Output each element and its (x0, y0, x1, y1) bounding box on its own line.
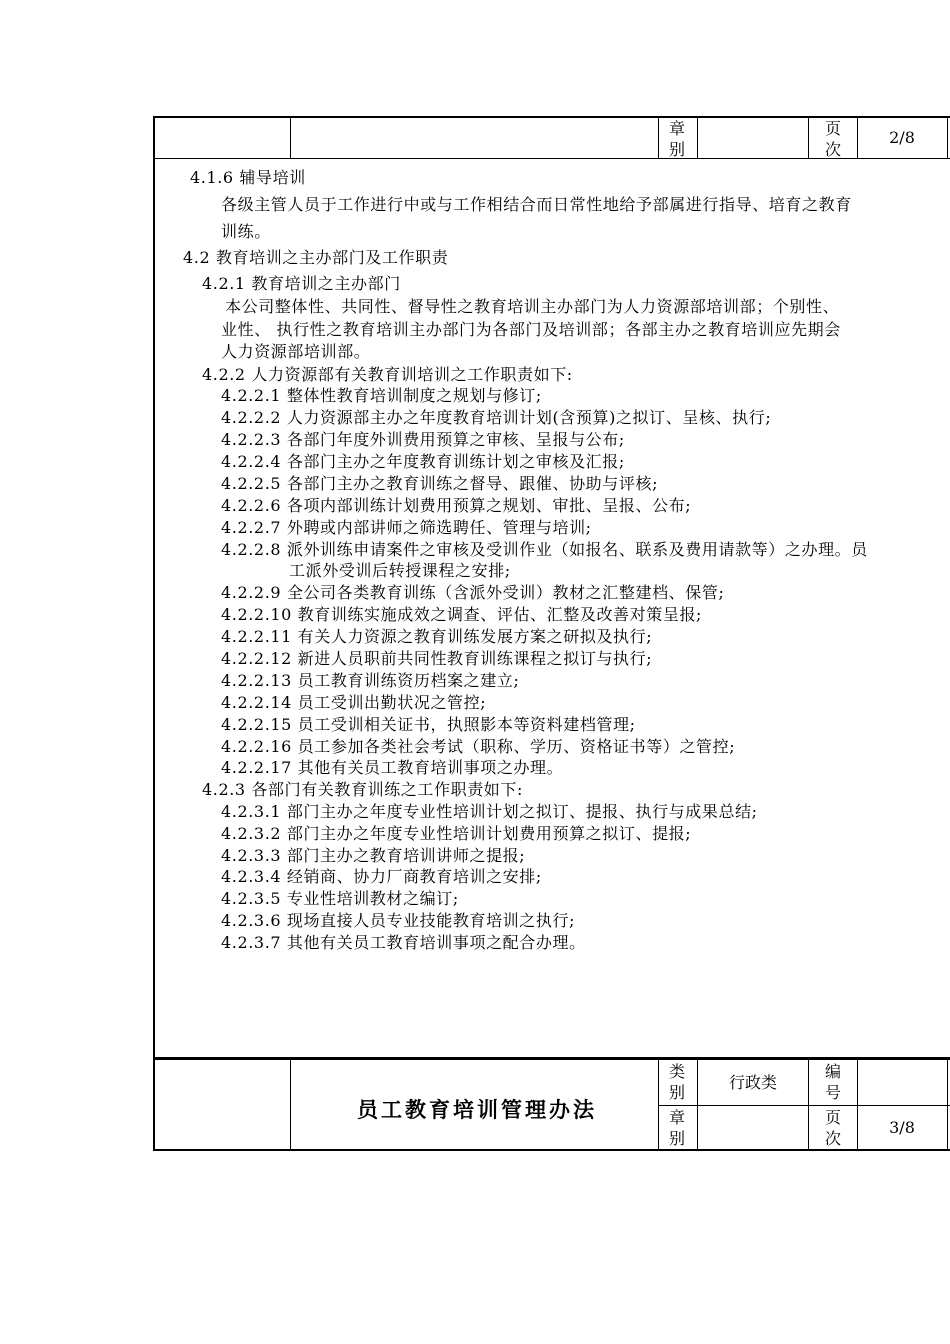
list-item: 4.2.2.7 外聘或内部讲师之筛选聘任、管理与培训; (221, 518, 592, 537)
list-item: 4.2.2.2 人力资源部主办之年度教育培训计划(含预算)之拟订、呈核、执行; (221, 408, 772, 427)
list-item: 4.2.2.8 派外训练申请案件之审核及受训作业（如报名、联系及费用请款等）之办理。员 (221, 540, 868, 559)
list-item: 4.2.3.7 其他有关员工教育培训事项之配合办理。 (221, 933, 586, 952)
list-item: 4.2.2.10 教育训练实施成效之调查、评估、汇整及改善对策呈报; (221, 605, 703, 624)
chapter-value (698, 118, 808, 158)
list-item: 4.2.2.4 各部门主办之年度教育训练计划之审核及汇报; (221, 452, 625, 471)
list-item: 4.2.2.6 各项内部训练计划费用预算之规划、审批、呈报、公布; (221, 496, 692, 515)
paragraph-line: 各级主管人员于工作进行中或与工作相结合而日常性地给予部属进行指导、培育之教育 (221, 195, 852, 214)
list-item: 4.2.2.13 员工教育训练资历档案之建立; (221, 671, 520, 690)
list-item: 4.2.2.17 其他有关员工教育培训事项之办理。 (221, 758, 564, 777)
paragraph-line: 人力资源部培训部。 (221, 342, 371, 361)
list-item-continuation: 工派外受训后转授课程之安排; (289, 561, 511, 580)
list-item: 4.2.3.5 专业性培训教材之编订; (221, 889, 459, 908)
subsection-heading: 4.2.3 各部门有关教育训练之工作职责如下: (202, 780, 523, 799)
section-heading: 4.1.6 辅导培训 (190, 168, 306, 187)
list-item: 4.2.2.5 各部门主办之教育训练之督导、跟催、协助与评核; (221, 474, 659, 493)
list-item: 4.2.3.2 部门主办之年度专业性培训计划费用预算之拟订、提报; (221, 824, 692, 843)
paragraph-line: 业性、 执行性之教育培训主办部门为各部门及培训部；各部主办之教育培训应先期会 (221, 320, 841, 339)
list-item: 4.2.2.3 各部门年度外训费用预算之审核、呈报与公布; (221, 430, 625, 449)
chapter-label: 章 别 (668, 1108, 685, 1148)
category-value: 行政类 (728, 1073, 777, 1092)
list-item: 4.2.2.14 员工受训出勤状况之管控; (221, 693, 487, 712)
list-item: 4.2.2.9 全公司各类教育训练（含派外受训）教材之汇整建档、保管; (221, 583, 725, 602)
list-item: 4.2.2.11 有关人力资源之教育训练发展方案之研拟及执行; (221, 627, 653, 646)
chapter-value (698, 1107, 808, 1149)
category-label: 类 别 (668, 1062, 685, 1102)
list-item: 4.2.2.16 员工参加各类社会考试（职称、学历、资格证书等）之管控; (221, 737, 736, 756)
chapter-label: 章 别 (668, 119, 685, 159)
list-item: 4.2.2.15 员工受训相关证书，执照影本等资料建档管理; (221, 715, 636, 734)
list-item: 4.2.2.12 新进人员职前共同性教育训练课程之拟订与执行; (221, 649, 653, 668)
list-item: 4.2.3.1 部门主办之年度专业性培训计划之拟订、提报、执行与成果总结; (221, 802, 758, 821)
page-label: 页 次 (824, 1108, 841, 1148)
list-item: 4.2.3.4 经销商、协力厂商教育培训之安排; (221, 867, 542, 886)
section-heading: 4.2 教育培训之主办部门及工作职责 (183, 248, 449, 267)
document-title: 员工教育培训管理办法 (357, 1097, 597, 1122)
paragraph-line: 本公司整体性、共同性、督导性之教育培训主办部门为人力资源部培训部；个别性、 (225, 297, 840, 316)
list-item: 4.2.2.1 整体性教育培训制度之规划与修订; (221, 386, 542, 405)
subsection-heading: 4.2.2 人力资源部有关教育训培训之工作职责如下: (202, 365, 573, 384)
number-label: 编 号 (824, 1062, 841, 1102)
subsection-heading: 4.2.1 教育培训之主办部门 (202, 274, 401, 293)
paragraph-line: 训练。 (221, 222, 271, 241)
page-label: 页 次 (824, 119, 841, 159)
page-number: 3/8 (889, 1118, 915, 1137)
list-item: 4.2.3.3 部门主办之教育培训讲师之提报; (221, 846, 526, 865)
page-number: 2/8 (889, 128, 915, 147)
list-item: 4.2.3.6 现场直接人员专业技能教育培训之执行; (221, 911, 576, 930)
number-value (858, 1061, 946, 1105)
